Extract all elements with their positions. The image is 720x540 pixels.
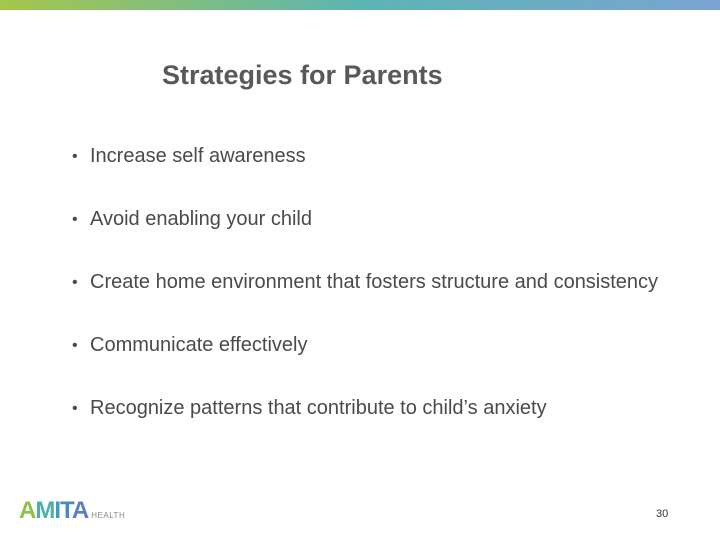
logo-subtext: HEALTH [91, 511, 126, 520]
bullet-item [72, 142, 672, 171]
bullet-item [72, 331, 672, 360]
bullet-text: Recognize patterns that contribute to child’s anxiety [90, 397, 547, 419]
bullet-item [72, 268, 672, 297]
bullet-list [72, 142, 672, 457]
logo-mark: AMITA [19, 497, 89, 524]
bullet-item [72, 394, 672, 423]
top-gradient-bar [0, 0, 720, 10]
bullet-text: Create home environment that fosters structure and consistency [90, 271, 659, 293]
bullet-dot-icon: • [72, 148, 78, 165]
amita-health-logo [19, 499, 125, 523]
bullet-text: Avoid enabling your child [90, 208, 313, 230]
bullet-item [72, 205, 672, 234]
bullet-dot-icon: • [72, 211, 78, 228]
bullet-text: Communicate effectively [90, 334, 308, 356]
bullet-dot-icon: • [72, 274, 78, 291]
page-number: 30 [656, 508, 669, 520]
bullet-dot-icon: • [72, 337, 78, 354]
bullet-dot-icon: • [72, 400, 78, 417]
slide-title: Strategies for Parents [162, 60, 443, 90]
bullet-text: Increase self awareness [90, 145, 306, 167]
